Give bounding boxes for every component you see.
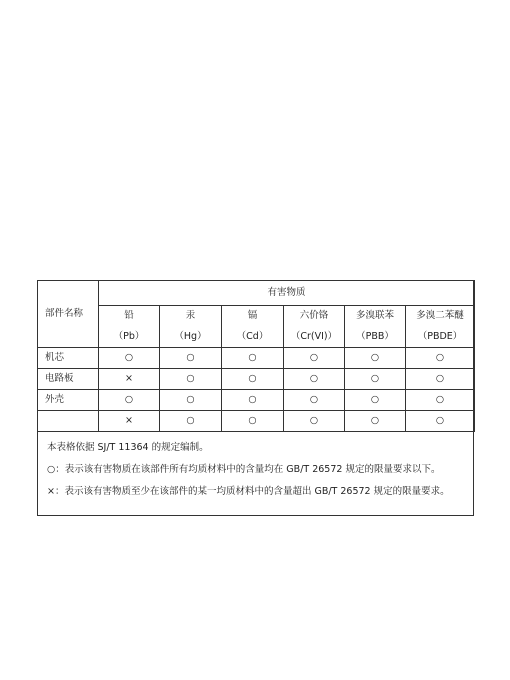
compliance-mark: ○ [160, 411, 222, 432]
substance-header-lead: 铅 （Pb） [99, 306, 160, 348]
part-name-header: 部件名称 [38, 281, 99, 348]
compliance-mark: ○ [345, 348, 406, 369]
table-row [38, 390, 475, 411]
compliance-mark: ○ [160, 348, 222, 369]
part-name-cell: 外壳 [38, 390, 99, 411]
hazardous-substances-header: 有害物质 [99, 281, 475, 306]
compliance-mark: × [99, 369, 160, 390]
standard-note: 本表格依据 SJ/T 11364 的规定编制。 [47, 442, 209, 453]
substance-header-pbb: 多溴联苯 （PBB） [345, 306, 406, 348]
table-notes [47, 442, 450, 508]
compliance-mark: × [99, 411, 160, 432]
compliance-mark: ○ [222, 411, 284, 432]
substance-header-pbde: 多溴二苯醚 （PBDE） [406, 306, 475, 348]
compliance-mark: ○ [284, 390, 345, 411]
compliance-mark: ○ [222, 390, 284, 411]
table-row [38, 348, 475, 369]
compliance-mark: ○ [99, 390, 160, 411]
hazardous-substances-table [37, 280, 475, 432]
circle-legend-note: ○：表示该有害物质在该部件所有均质材料中的含量均在 GB/T 26572 规定的限量要求以下。 [47, 464, 441, 475]
compliance-mark: ○ [284, 411, 345, 432]
compliance-mark: ○ [406, 390, 475, 411]
compliance-mark: ○ [99, 348, 160, 369]
compliance-mark: ○ [345, 411, 406, 432]
table-row [38, 369, 475, 390]
rohs-declaration-box [37, 280, 474, 516]
part-name-cell: 机芯 [38, 348, 99, 369]
compliance-mark: ○ [160, 369, 222, 390]
compliance-mark: ○ [284, 369, 345, 390]
cross-legend-note: ×：表示该有害物质至少在该部件的某一均质材料中的含量超出 GB/T 26572 规定的限量要求。 [47, 486, 450, 497]
compliance-mark: ○ [345, 390, 406, 411]
table-row [38, 411, 475, 432]
part-name-cell [38, 411, 99, 432]
compliance-mark: ○ [406, 369, 475, 390]
compliance-mark: ○ [406, 411, 475, 432]
compliance-mark: ○ [222, 369, 284, 390]
substance-header-chromium: 六价铬 （Cr(VI)） [284, 306, 345, 348]
part-name-cell: 电路板 [38, 369, 99, 390]
compliance-mark: ○ [284, 348, 345, 369]
compliance-mark: ○ [160, 390, 222, 411]
compliance-mark: ○ [222, 348, 284, 369]
compliance-mark: ○ [345, 369, 406, 390]
substance-header-mercury: 汞 （Hg） [160, 306, 222, 348]
substance-header-cadmium: 镉 （Cd） [222, 306, 284, 348]
compliance-mark: ○ [406, 348, 475, 369]
